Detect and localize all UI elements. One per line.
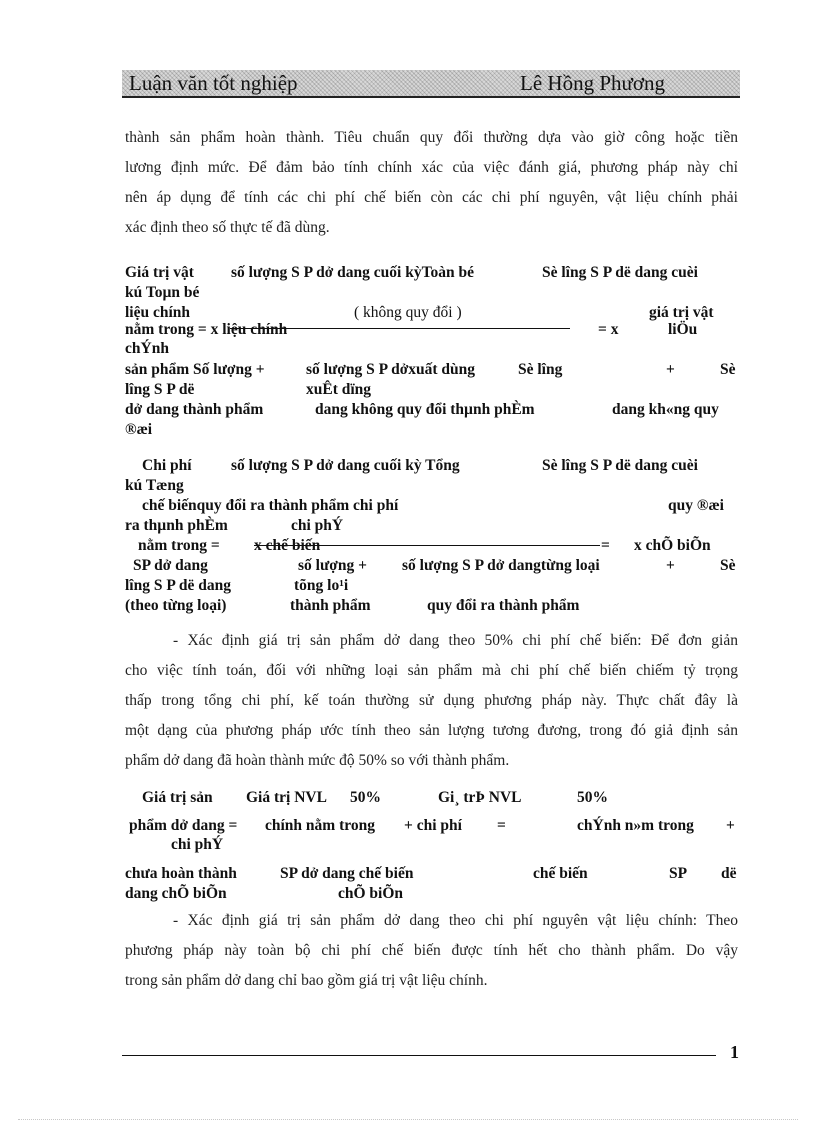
formula-text: lîng S P dë dang	[125, 577, 231, 594]
formula-text: Chi phí	[142, 457, 192, 474]
formula-text: chÝnh	[125, 340, 169, 357]
text-line: - Xác định giá trị sản phẩm dở dang theo chi phí nguyên vật liệu chính: Theo	[173, 912, 738, 929]
text-line: phẩm dở dang đã hoàn thành mức độ 50% so với thành phẩm.	[125, 752, 510, 769]
header-author: Lê Hồng Phương	[520, 71, 665, 95]
text-line: nên áp dụng để tính các chi phí chế biến còn các chi phí nguyên, vật liệu chính phải	[125, 189, 738, 206]
formula-text: =	[497, 817, 506, 834]
footer-rule	[122, 1055, 716, 1056]
text-line: thành sản phẩm hoàn thành. Tiêu chuẩn quy đổi thường dựa vào giờ công hoặc tiền	[125, 129, 738, 146]
formula-text: SP dở dang	[133, 557, 208, 574]
formula-text: Sè lîng	[518, 361, 563, 378]
formula-text: số lượng S P dở dang cuối kỳToàn bé	[231, 264, 474, 281]
formula-text: Giá trị vật	[125, 264, 194, 281]
formula-text: 50%	[577, 789, 608, 806]
formula-text: Gi¸ trÞ NVL	[438, 789, 522, 806]
formula-text: nằm trong =	[138, 537, 220, 554]
formula-text: dang kh«ng quy	[612, 401, 719, 418]
formula-text: chính nằm trong	[265, 817, 375, 834]
formula-text: tõng lo¹i	[294, 577, 349, 594]
text-line: xác định theo số thực tế đã dùng.	[125, 219, 330, 236]
formula-text: Giá trị NVL	[246, 789, 327, 806]
formula-text: kú Toµn bé	[125, 284, 200, 301]
page-bottom-divider	[18, 1119, 798, 1120]
text-line: cho việc tính toán, đối với những loại sản phẩm mà chi phí chế biến chiếm tỷ trọng	[125, 662, 738, 679]
formula-text: số lượng +	[298, 557, 367, 574]
formula-text: Sè lîng S P dë dang cuèi	[542, 264, 698, 281]
text-line: lương định mức. Để đảm bảo tính chính xác của việc đánh giá, phương pháp này chỉ	[125, 159, 738, 176]
formula-text: chÕ biÕn	[338, 885, 404, 902]
formula-text: số lượng S P dở dangtừng loại	[402, 557, 600, 574]
formula-text: liÖu	[668, 321, 698, 338]
paragraph-1	[125, 123, 738, 243]
page-header	[122, 70, 740, 98]
formula-text: sản phẩm Số lượng +	[125, 361, 265, 378]
formula-text: dang chÕ biÕn	[125, 885, 227, 902]
formula-text: chi phÝ	[171, 836, 224, 853]
formula-text: chi phÝ	[291, 517, 344, 534]
formula-text: Sè lîng S P dë dang cuèi	[542, 457, 698, 474]
formula-text: ( không quy đổi )	[354, 304, 462, 321]
formula-text: Sè	[720, 361, 736, 378]
formula-text: chế biến	[533, 865, 588, 882]
formula-text: liệu chính	[125, 304, 191, 321]
formula-text: ra thµnh phÈm	[125, 517, 228, 534]
formula-text: nằm trong = x liệu chính	[125, 321, 288, 338]
text-line: thấp trong tổng chi phí, kế toán thường sử dụng phương pháp này. Thực chất đây là	[125, 692, 738, 709]
formula-text: Sè	[720, 557, 736, 574]
formula-text: lîng S P dë	[125, 381, 195, 398]
formula-text: quy ®æi	[668, 497, 724, 514]
formula-text: 50%	[350, 789, 381, 806]
formula-text: SP dở dang chế biến	[280, 865, 414, 882]
formula-text: giá trị vật	[649, 304, 714, 321]
formula-text: x chế biến	[254, 537, 321, 554]
formula-text: +	[726, 817, 735, 834]
formula-text: =	[601, 537, 610, 554]
text-line: một dạng của phương pháp ước tính theo sản lượng tương đương, trong đó giả định sản	[125, 722, 738, 739]
formula-text: x chÕ biÕn	[634, 537, 711, 554]
formula-text: xuÊt dïng	[306, 381, 372, 398]
formula-text: kú Tæng	[125, 477, 184, 494]
formula-text: +	[666, 361, 675, 378]
text-line: - Xác định giá trị sản phẩm dở dang theo 50% chi phí chế biến: Để đơn giản	[173, 632, 738, 649]
formula-text: quy đổi ra thành phẩm	[427, 597, 580, 614]
header-title: Luận văn tốt nghiệp	[129, 71, 298, 95]
formula-text: (theo từng loại)	[125, 597, 227, 614]
paragraph-3	[125, 906, 738, 996]
paragraph-2	[125, 626, 738, 776]
formula-text: chế biếnquy đổi ra thành phẩm chi phí	[142, 497, 399, 514]
formula-text: dở dang thành phẩm	[125, 401, 264, 418]
formula-text: + chi phí	[404, 817, 462, 834]
formula-text: = x	[598, 321, 619, 338]
formula-text: +	[666, 557, 675, 574]
text-line: phương pháp này toàn bộ chi phí chế biến được tính hết cho thành phẩm. Do vậy	[125, 942, 738, 959]
formula-text: dang không quy đổi thµnh phÈm	[315, 401, 535, 418]
formula-text: thành phẩm	[290, 597, 371, 614]
formula-text: ®æi	[125, 421, 153, 438]
formula-text: dë	[721, 865, 737, 882]
text-line: trong sản phẩm dở dang chỉ bao gồm giá trị vật liệu chính.	[125, 972, 488, 989]
page-number: 1	[730, 1042, 739, 1062]
formula-text: SP	[669, 865, 688, 882]
formula-text: Giá trị sản	[142, 789, 213, 806]
formula-text: chÝnh n»m trong	[577, 817, 694, 834]
formula-text: phẩm dở dang =	[129, 817, 238, 834]
formula-text: số lượng S P dởxuất dùng	[306, 361, 476, 378]
formula-text: chưa hoàn thành	[125, 865, 237, 882]
formula-text: số lượng S P dở dang cuối kỳ Tổng	[231, 457, 460, 474]
